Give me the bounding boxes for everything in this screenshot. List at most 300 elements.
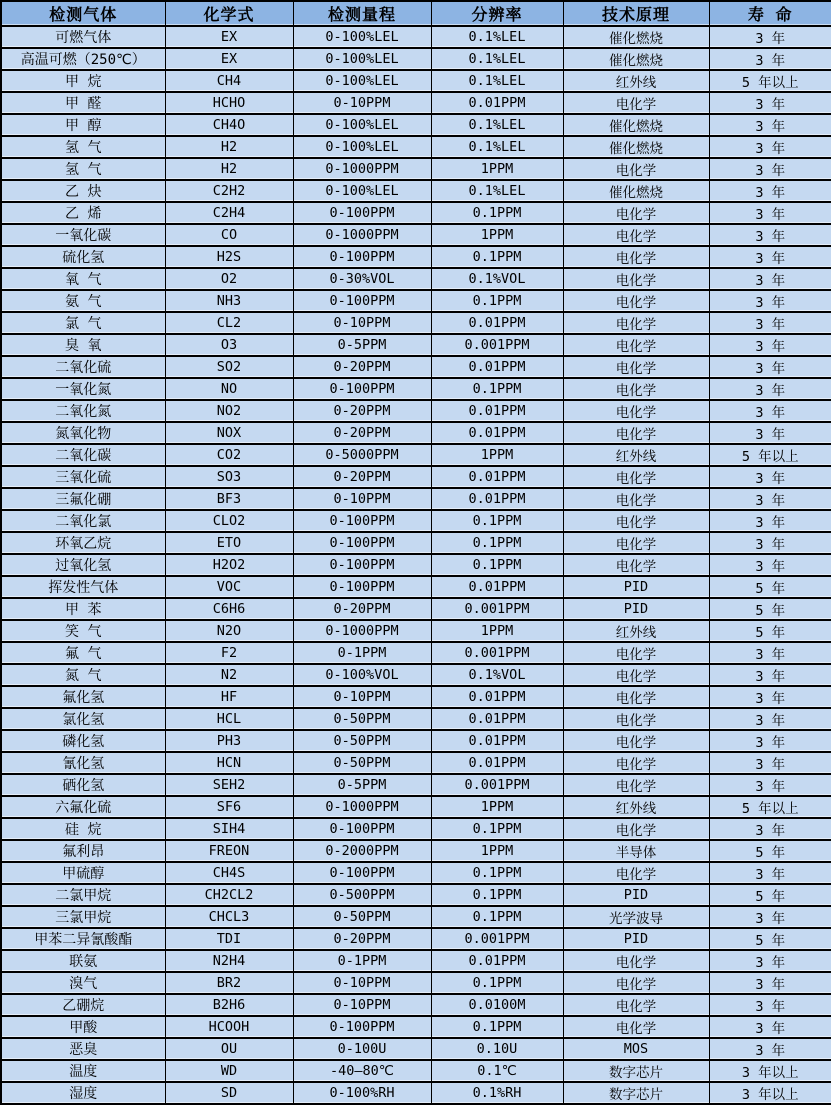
table-cell: 3 年以上 <box>709 1082 831 1104</box>
table-cell: 0-100PPM <box>293 202 431 224</box>
table-cell: CH4 <box>165 70 293 92</box>
table-cell: 0-100PPM <box>293 576 431 598</box>
table-cell: 0-20PPM <box>293 928 431 950</box>
column-header: 检测量程 <box>293 1 431 26</box>
table-cell: 可燃气体 <box>1 26 165 48</box>
table-cell: 0-20PPM <box>293 422 431 444</box>
table-row <box>1 114 831 136</box>
table-cell: SIH4 <box>165 818 293 840</box>
table-cell: MOS <box>563 1038 709 1060</box>
table-cell: 乙 炔 <box>1 180 165 202</box>
table-cell: 氯 气 <box>1 312 165 334</box>
table-cell: 3 年 <box>709 752 831 774</box>
table-cell: 3 年 <box>709 224 831 246</box>
table-cell: 1PPM <box>431 796 563 818</box>
table-cell: 电化学 <box>563 708 709 730</box>
table-cell: 电化学 <box>563 972 709 994</box>
table-cell: 催化燃烧 <box>563 180 709 202</box>
table-cell: 3 年 <box>709 114 831 136</box>
table-cell: 硫化氢 <box>1 246 165 268</box>
table-cell: 3 年 <box>709 862 831 884</box>
table-row <box>1 664 831 686</box>
table-cell: 0-100%LEL <box>293 48 431 70</box>
table-cell: 0-100%LEL <box>293 26 431 48</box>
table-cell: 二氧化碳 <box>1 444 165 466</box>
table-cell: 5 年 <box>709 928 831 950</box>
table-cell: 0.01PPM <box>431 950 563 972</box>
table-cell: 乙 烯 <box>1 202 165 224</box>
table-cell: 光学波导 <box>563 906 709 928</box>
table-cell: C2H4 <box>165 202 293 224</box>
table-cell: PID <box>563 598 709 620</box>
table-cell: H2O2 <box>165 554 293 576</box>
table-cell: 0.1PPM <box>431 246 563 268</box>
table-cell: 0.01PPM <box>431 400 563 422</box>
table-cell: 0.1PPM <box>431 554 563 576</box>
table-cell: 3 年 <box>709 400 831 422</box>
table-cell: SD <box>165 1082 293 1104</box>
table-cell: 电化学 <box>563 664 709 686</box>
table-cell: 联氨 <box>1 950 165 972</box>
table-cell: 0-50PPM <box>293 708 431 730</box>
table-cell: 二氧化氯 <box>1 510 165 532</box>
table-row <box>1 730 831 752</box>
table-cell: 0.1PPM <box>431 906 563 928</box>
table-cell: 3 年以上 <box>709 1060 831 1082</box>
table-cell: 3 年 <box>709 642 831 664</box>
table-cell: 0-1000PPM <box>293 224 431 246</box>
table-cell: 二氧化硫 <box>1 356 165 378</box>
table-cell: H2S <box>165 246 293 268</box>
table-cell: EX <box>165 48 293 70</box>
table-cell: TDI <box>165 928 293 950</box>
table-cell: CH4S <box>165 862 293 884</box>
table-cell: 电化学 <box>563 730 709 752</box>
table-cell: 0-20PPM <box>293 598 431 620</box>
table-cell: 硅 烷 <box>1 818 165 840</box>
table-header <box>1 1 831 26</box>
table-cell: 0.01PPM <box>431 356 563 378</box>
table-row <box>1 1038 831 1060</box>
table-row <box>1 224 831 246</box>
table-cell: 0-1PPM <box>293 950 431 972</box>
table-cell: 氮 气 <box>1 664 165 686</box>
table-cell: 电化学 <box>563 686 709 708</box>
table-cell: 3 年 <box>709 708 831 730</box>
table-cell: 0-100PPM <box>293 246 431 268</box>
table-cell: 3 年 <box>709 180 831 202</box>
table-cell: HCN <box>165 752 293 774</box>
table-cell: 0-20PPM <box>293 400 431 422</box>
table-cell: 三氟化硼 <box>1 488 165 510</box>
table-cell: 0.1PPM <box>431 510 563 532</box>
table-cell: 0.1PPM <box>431 532 563 554</box>
table-row <box>1 70 831 92</box>
table-cell: 3 年 <box>709 950 831 972</box>
table-cell: 0-50PPM <box>293 906 431 928</box>
table-cell: 电化学 <box>563 378 709 400</box>
table-cell: 0-20PPM <box>293 466 431 488</box>
table-cell: 1PPM <box>431 224 563 246</box>
table-cell: WD <box>165 1060 293 1082</box>
table-cell: 0-1000PPM <box>293 620 431 642</box>
table-cell: 一氧化氮 <box>1 378 165 400</box>
table-cell: 5 年 <box>709 884 831 906</box>
table-cell: 3 年 <box>709 158 831 180</box>
table-cell: 电化学 <box>563 774 709 796</box>
table-row <box>1 598 831 620</box>
table-cell: ETO <box>165 532 293 554</box>
table-row <box>1 422 831 444</box>
table-cell: 0-2000PPM <box>293 840 431 862</box>
table-body <box>1 26 831 1104</box>
table-cell: 5 年以上 <box>709 444 831 466</box>
table-cell: 数字芯片 <box>563 1060 709 1082</box>
table-cell: 电化学 <box>563 202 709 224</box>
table-cell: 0-50PPM <box>293 752 431 774</box>
table-cell: NO <box>165 378 293 400</box>
table-cell: 0.001PPM <box>431 774 563 796</box>
table-row <box>1 312 831 334</box>
table-cell: 电化学 <box>563 642 709 664</box>
table-cell: 1PPM <box>431 158 563 180</box>
table-row <box>1 334 831 356</box>
table-cell: O3 <box>165 334 293 356</box>
table-cell: 3 年 <box>709 422 831 444</box>
table-cell: 0-100%LEL <box>293 114 431 136</box>
table-row <box>1 532 831 554</box>
table-row <box>1 576 831 598</box>
table-cell: 0-100PPM <box>293 532 431 554</box>
table-cell: 0-1PPM <box>293 642 431 664</box>
table-cell: HCHO <box>165 92 293 114</box>
table-row <box>1 136 831 158</box>
table-row <box>1 840 831 862</box>
table-cell: F2 <box>165 642 293 664</box>
table-cell: 催化燃烧 <box>563 48 709 70</box>
table-cell: 3 年 <box>709 268 831 290</box>
table-cell: 过氧化氢 <box>1 554 165 576</box>
table-cell: 氟化氢 <box>1 686 165 708</box>
table-cell: 0.1PPM <box>431 862 563 884</box>
header-row <box>1 1 831 26</box>
table-cell: 0.1%LEL <box>431 48 563 70</box>
table-cell: 0.1%VOL <box>431 268 563 290</box>
table-cell: C2H2 <box>165 180 293 202</box>
table-cell: BR2 <box>165 972 293 994</box>
table-cell: 0.01PPM <box>431 708 563 730</box>
table-cell: VOC <box>165 576 293 598</box>
table-cell: 乙硼烷 <box>1 994 165 1016</box>
table-cell: 3 年 <box>709 686 831 708</box>
table-cell: 3 年 <box>709 730 831 752</box>
column-header: 分辨率 <box>431 1 563 26</box>
table-row <box>1 488 831 510</box>
table-cell: 电化学 <box>563 950 709 972</box>
table-row <box>1 554 831 576</box>
table-cell: 3 年 <box>709 972 831 994</box>
column-header: 技术原理 <box>563 1 709 26</box>
table-cell: 电化学 <box>563 510 709 532</box>
table-cell: 1PPM <box>431 840 563 862</box>
table-cell: 3 年 <box>709 906 831 928</box>
table-cell: 0.01PPM <box>431 422 563 444</box>
table-cell: 0.1PPM <box>431 818 563 840</box>
table-cell: 环氧乙烷 <box>1 532 165 554</box>
table-cell: 3 年 <box>709 378 831 400</box>
table-cell: 3 年 <box>709 664 831 686</box>
table-cell: 3 年 <box>709 554 831 576</box>
table-cell: 挥发性气体 <box>1 576 165 598</box>
table-cell: 3 年 <box>709 532 831 554</box>
table-cell: NO2 <box>165 400 293 422</box>
table-cell: 0.10U <box>431 1038 563 1060</box>
table-cell: 0.1%LEL <box>431 136 563 158</box>
table-cell: 电化学 <box>563 862 709 884</box>
table-cell: HF <box>165 686 293 708</box>
table-cell: H2 <box>165 158 293 180</box>
column-header: 化学式 <box>165 1 293 26</box>
table-cell: 氨 气 <box>1 290 165 312</box>
table-cell: 0-5000PPM <box>293 444 431 466</box>
table-cell: 0.01PPM <box>431 466 563 488</box>
table-cell: PID <box>563 884 709 906</box>
table-cell: B2H6 <box>165 994 293 1016</box>
table-cell: 0.1%LEL <box>431 180 563 202</box>
table-row <box>1 246 831 268</box>
table-cell: 氯化氢 <box>1 708 165 730</box>
table-cell: 电化学 <box>563 466 709 488</box>
table-cell: 0.1%LEL <box>431 26 563 48</box>
table-cell: 0.01PPM <box>431 576 563 598</box>
table-row <box>1 92 831 114</box>
table-cell: 0.1PPM <box>431 378 563 400</box>
column-header: 检测气体 <box>1 1 165 26</box>
table-row <box>1 1060 831 1082</box>
table-cell: 0.1℃ <box>431 1060 563 1082</box>
table-cell: PID <box>563 928 709 950</box>
table-cell: 温度 <box>1 1060 165 1082</box>
table-cell: 一氧化碳 <box>1 224 165 246</box>
table-cell: CH2CL2 <box>165 884 293 906</box>
table-cell: 电化学 <box>563 400 709 422</box>
table-row <box>1 202 831 224</box>
table-row <box>1 818 831 840</box>
table-cell: 0.1%RH <box>431 1082 563 1104</box>
table-row <box>1 268 831 290</box>
table-cell: FREON <box>165 840 293 862</box>
table-cell: 0-100%LEL <box>293 180 431 202</box>
table-cell: H2 <box>165 136 293 158</box>
table-row <box>1 796 831 818</box>
table-row <box>1 774 831 796</box>
table-cell: 电化学 <box>563 246 709 268</box>
table-row <box>1 708 831 730</box>
table-cell: 0-10PPM <box>293 994 431 1016</box>
table-cell: 0-30%VOL <box>293 268 431 290</box>
table-row <box>1 972 831 994</box>
table-cell: 甲苯二异氰酸酯 <box>1 928 165 950</box>
table-cell: CL2 <box>165 312 293 334</box>
table-cell: N2 <box>165 664 293 686</box>
table-row <box>1 510 831 532</box>
table-cell: 0.1%LEL <box>431 114 563 136</box>
table-cell: SO2 <box>165 356 293 378</box>
table-cell: 甲 醛 <box>1 92 165 114</box>
table-cell: 氰化氢 <box>1 752 165 774</box>
table-cell: 0-10PPM <box>293 92 431 114</box>
table-cell: 3 年 <box>709 92 831 114</box>
table-cell: 电化学 <box>563 554 709 576</box>
table-cell: 3 年 <box>709 48 831 70</box>
table-cell: 电化学 <box>563 92 709 114</box>
table-cell: C6H6 <box>165 598 293 620</box>
table-row <box>1 180 831 202</box>
table-cell: 氧 气 <box>1 268 165 290</box>
table-row <box>1 620 831 642</box>
table-cell: HCL <box>165 708 293 730</box>
table-cell: 0-100U <box>293 1038 431 1060</box>
table-row <box>1 444 831 466</box>
table-cell: 0-100%VOL <box>293 664 431 686</box>
table-row <box>1 356 831 378</box>
table-cell: 0-20PPM <box>293 356 431 378</box>
table-cell: 0.1PPM <box>431 1016 563 1038</box>
table-cell: PH3 <box>165 730 293 752</box>
table-row <box>1 378 831 400</box>
table-cell: 3 年 <box>709 356 831 378</box>
table-cell: 溴气 <box>1 972 165 994</box>
table-cell: 0-100PPM <box>293 818 431 840</box>
table-cell: 5 年 <box>709 840 831 862</box>
table-cell: 0-10PPM <box>293 686 431 708</box>
table-row <box>1 290 831 312</box>
table-cell: 氮氧化物 <box>1 422 165 444</box>
table-cell: 0.01PPM <box>431 92 563 114</box>
table-cell: NH3 <box>165 290 293 312</box>
table-cell: 5 年 <box>709 576 831 598</box>
table-cell: 电化学 <box>563 488 709 510</box>
table-cell: 0.0100M <box>431 994 563 1016</box>
table-cell: 0-10PPM <box>293 488 431 510</box>
table-cell: 0.1%VOL <box>431 664 563 686</box>
table-cell: 电化学 <box>563 290 709 312</box>
table-cell: 3 年 <box>709 994 831 1016</box>
table-cell: 三氯甲烷 <box>1 906 165 928</box>
table-cell: 半导体 <box>563 840 709 862</box>
table-row <box>1 1082 831 1104</box>
table-cell: 3 年 <box>709 312 831 334</box>
table-cell: 0.001PPM <box>431 642 563 664</box>
table-cell: 臭 氧 <box>1 334 165 356</box>
table-cell: 电化学 <box>563 268 709 290</box>
table-row <box>1 928 831 950</box>
table-row <box>1 884 831 906</box>
table-cell: 0.01PPM <box>431 686 563 708</box>
table-cell: 0-500PPM <box>293 884 431 906</box>
table-cell: 甲 苯 <box>1 598 165 620</box>
table-cell: 0.001PPM <box>431 598 563 620</box>
table-cell: SEH2 <box>165 774 293 796</box>
table-cell: CO <box>165 224 293 246</box>
table-cell: 催化燃烧 <box>563 26 709 48</box>
table-row <box>1 26 831 48</box>
table-cell: PID <box>563 576 709 598</box>
table-cell: NOX <box>165 422 293 444</box>
table-cell: 3 年 <box>709 510 831 532</box>
table-cell: 0.1PPM <box>431 884 563 906</box>
table-cell: 红外线 <box>563 796 709 818</box>
table-cell: 恶臭 <box>1 1038 165 1060</box>
table-cell: N2H4 <box>165 950 293 972</box>
table-cell: 0.01PPM <box>431 752 563 774</box>
table-cell: 0-100PPM <box>293 862 431 884</box>
table-cell: 0.01PPM <box>431 488 563 510</box>
table-cell: 0-50PPM <box>293 730 431 752</box>
table-row <box>1 48 831 70</box>
table-cell: 甲酸 <box>1 1016 165 1038</box>
table-cell: 0-5PPM <box>293 334 431 356</box>
table-cell: 电化学 <box>563 994 709 1016</box>
table-cell: 3 年 <box>709 818 831 840</box>
table-cell: 数字芯片 <box>563 1082 709 1104</box>
table-cell: 三氧化硫 <box>1 466 165 488</box>
table-cell: 1PPM <box>431 620 563 642</box>
table-cell: BF3 <box>165 488 293 510</box>
table-cell: 氢 气 <box>1 158 165 180</box>
table-row <box>1 158 831 180</box>
table-row <box>1 466 831 488</box>
table-cell: 电化学 <box>563 1016 709 1038</box>
table-cell: -40—80℃ <box>293 1060 431 1082</box>
table-cell: 电化学 <box>563 818 709 840</box>
table-cell: N2O <box>165 620 293 642</box>
table-cell: 高温可燃（250℃） <box>1 48 165 70</box>
table-cell: 5 年 <box>709 598 831 620</box>
table-cell: 0.001PPM <box>431 334 563 356</box>
table-cell: 0-100PPM <box>293 510 431 532</box>
table-cell: 0-100PPM <box>293 290 431 312</box>
table-cell: 氟利昂 <box>1 840 165 862</box>
table-row <box>1 400 831 422</box>
table-cell: 5 年 <box>709 620 831 642</box>
table-row <box>1 994 831 1016</box>
table-cell: OU <box>165 1038 293 1060</box>
table-cell: 0-10PPM <box>293 972 431 994</box>
table-cell: 0.1%LEL <box>431 70 563 92</box>
table-cell: 氢 气 <box>1 136 165 158</box>
table-cell: 硒化氢 <box>1 774 165 796</box>
table-cell: 红外线 <box>563 620 709 642</box>
table-cell: SO3 <box>165 466 293 488</box>
table-cell: HCOOH <box>165 1016 293 1038</box>
table-cell: O2 <box>165 268 293 290</box>
table-cell: 3 年 <box>709 202 831 224</box>
table-cell: 0-100PPM <box>293 378 431 400</box>
table-cell: 0.1PPM <box>431 972 563 994</box>
table-cell: 3 年 <box>709 136 831 158</box>
table-row <box>1 642 831 664</box>
column-header: 寿 命 <box>709 1 831 26</box>
table-cell: 0.1PPM <box>431 202 563 224</box>
table-row <box>1 686 831 708</box>
table-cell: 1PPM <box>431 444 563 466</box>
table-cell: 甲 醇 <box>1 114 165 136</box>
table-cell: 甲硫醇 <box>1 862 165 884</box>
table-cell: 3 年 <box>709 26 831 48</box>
table-cell: CO2 <box>165 444 293 466</box>
table-cell: 3 年 <box>709 334 831 356</box>
